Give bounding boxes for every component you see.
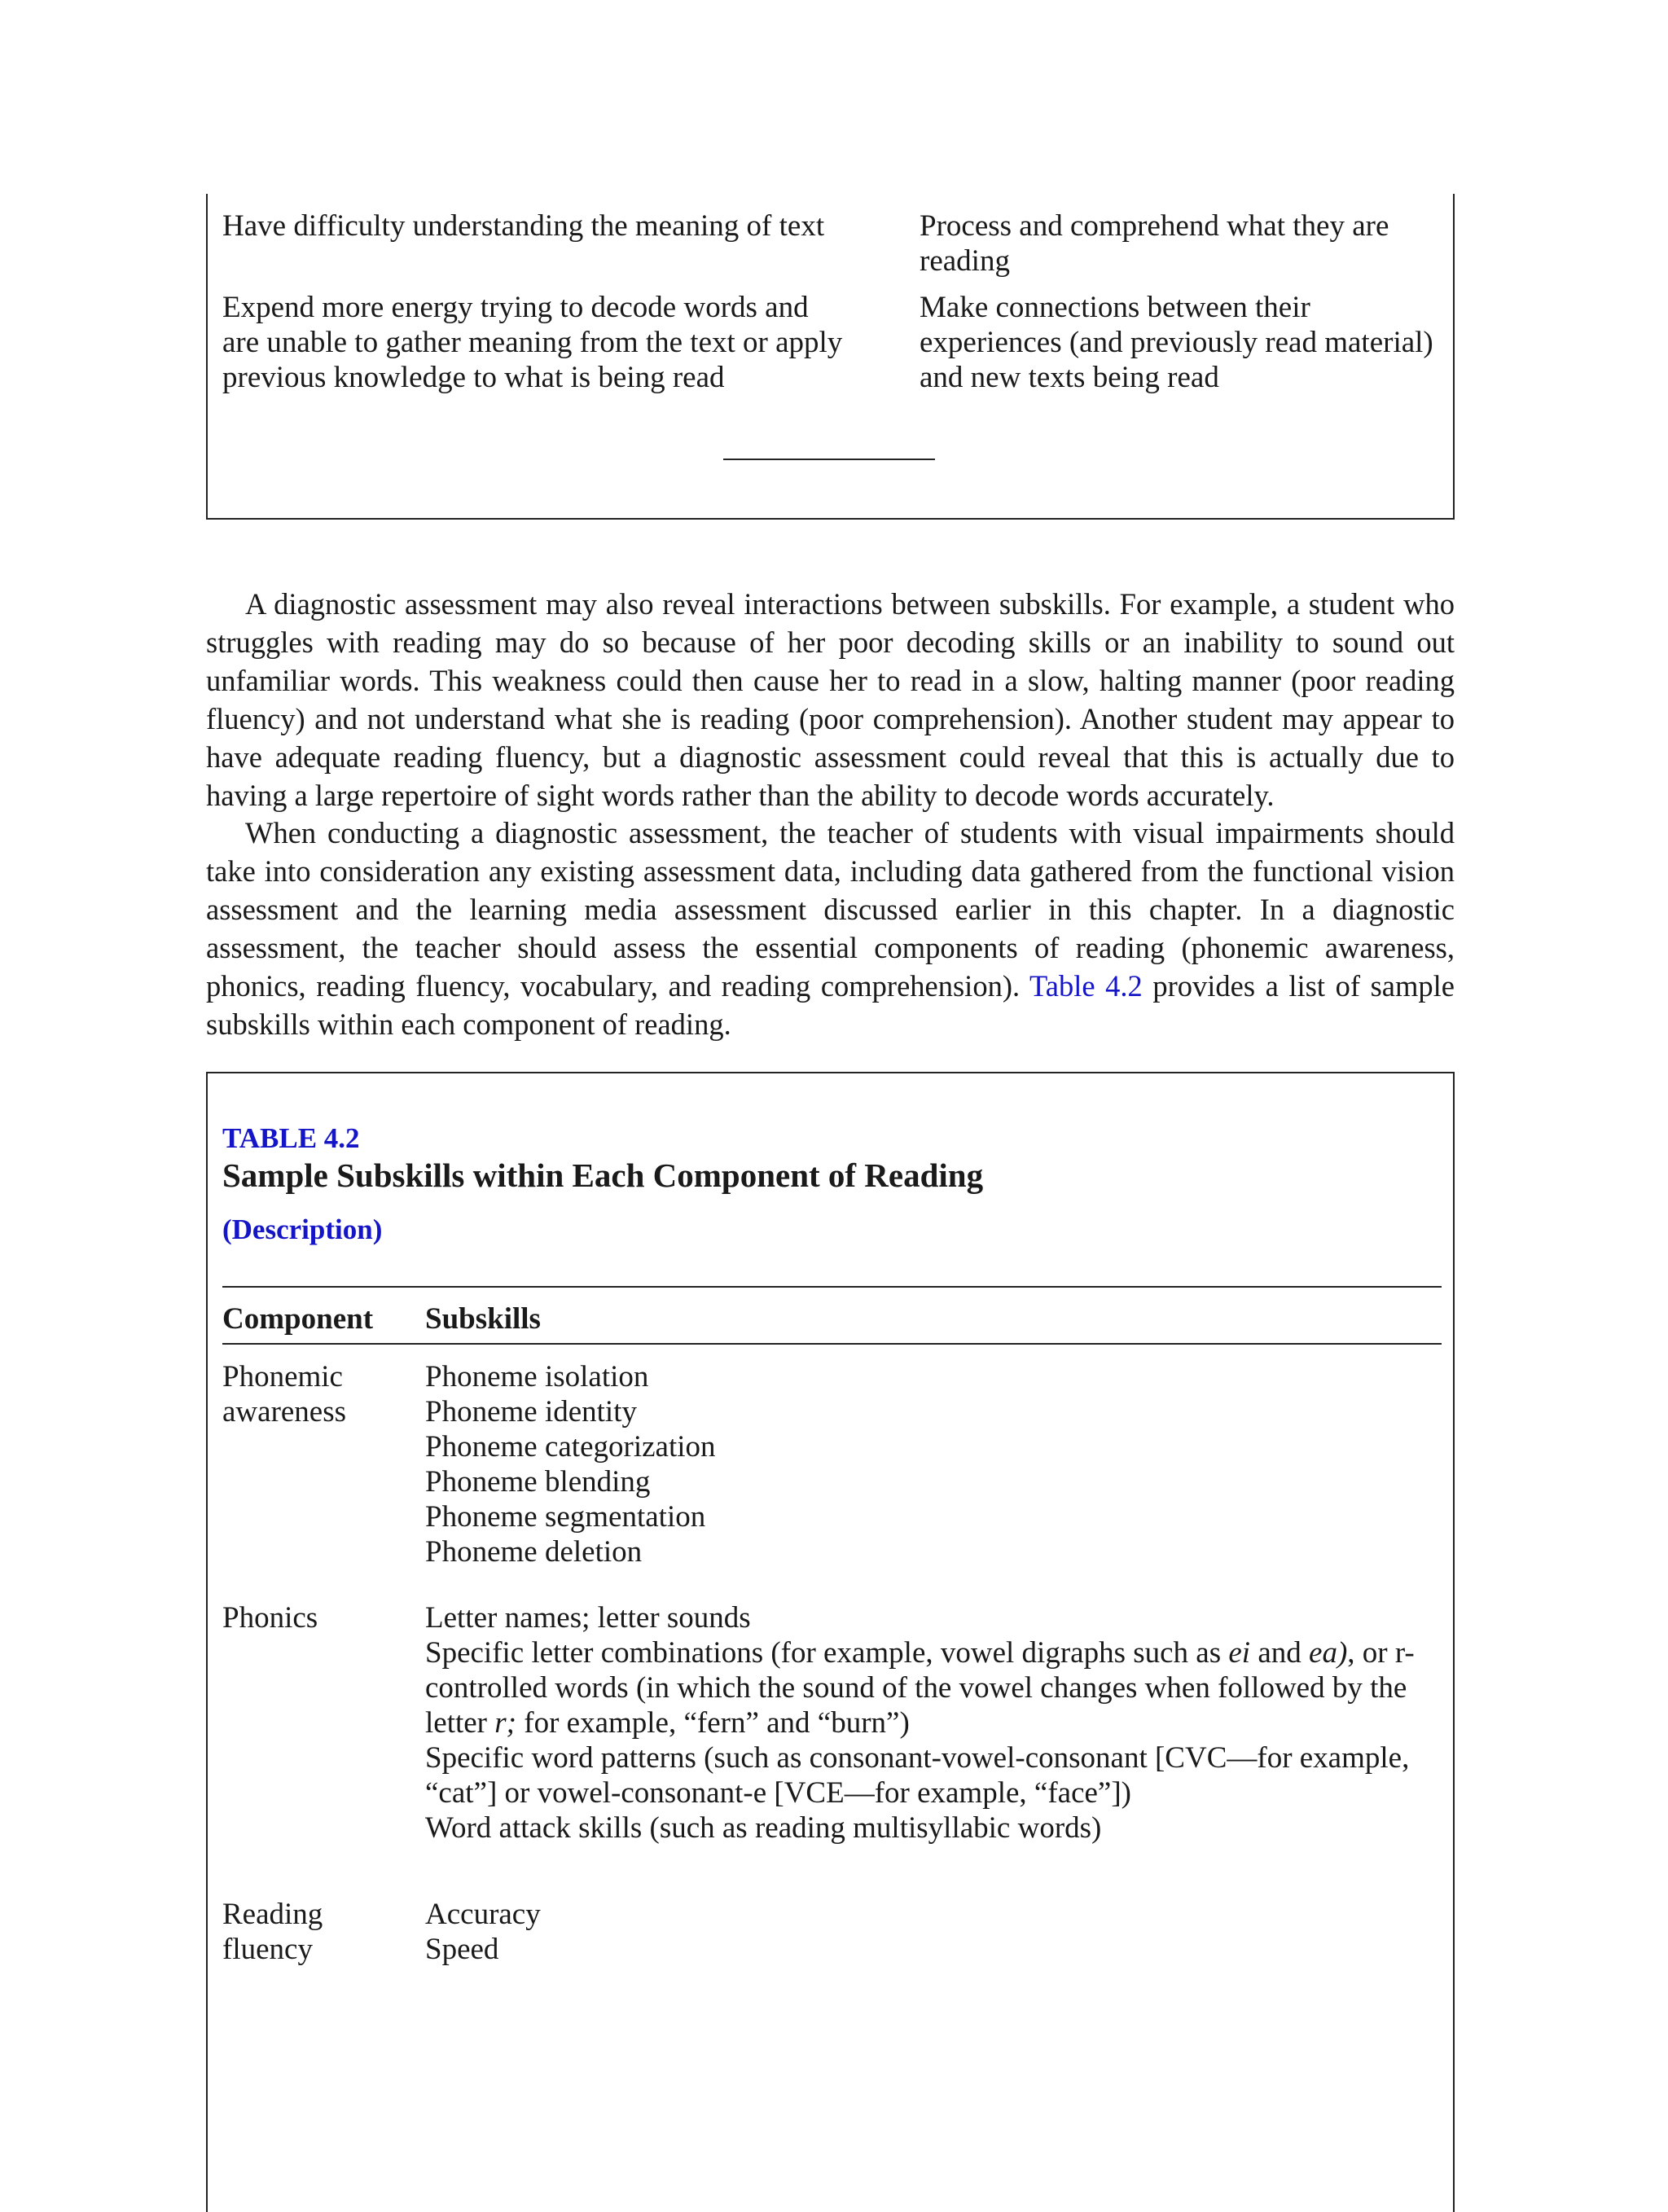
subskill-item: Word attack skills (such as reading multisyllabic words) <box>425 1811 1102 1845</box>
body-paragraph: A diagnostic assessment may also reveal interactions between subskills. For example, a student who struggles with reading may do so because of her poor decoding skills or an inability to sound out unfamiliar words. This weakness could then cause her to read in a slow, halting manner (poor reading fluency) and not understand what she is reading (poor comprehension). Another student may appear to have adequate reading fluency, but a diagnostic assessment could reveal that this is actually due to having a large repertoire of sight words rather than the ability to decode words accurately. <box>206 587 1455 812</box>
table-4-2-link[interactable]: Table 4.2 <box>1029 969 1143 1003</box>
component-cell <box>222 1359 418 1429</box>
description-link[interactable]: (Description) <box>222 1214 383 1245</box>
continued-table-box <box>206 194 1455 520</box>
component-cell <box>222 1897 418 1967</box>
subskill-item: Phoneme identity <box>425 1395 637 1429</box>
table-4-2-box <box>206 1072 1455 2212</box>
subskills-cell <box>425 1600 1427 1846</box>
table-title: Sample Subskills within Each Component of Reading <box>222 1156 984 1194</box>
component-cell <box>222 1600 418 1635</box>
column-header-component: Component <box>222 1302 374 1336</box>
subskill-item: Accuracy <box>425 1898 541 1931</box>
body-paragraph <box>206 814 1455 1043</box>
divider <box>222 1343 1442 1345</box>
subskill-item: Phoneme categorization <box>425 1430 716 1464</box>
paragraph-text: When conducting a diagnostic assessment, the teacher of students with visual impairments should take into consideration any existing assessment data, including data gathered from the functional vision assessment and the learning media assessment discussed earlier in this chapter. In a diagnostic assessment, the teacher should assess the essential components of reading (phonemic awareness, phonics, reading fluency, vocabulary, and reading comprehension). <box>206 816 1455 1003</box>
subskill-item: Phoneme isolation <box>425 1360 649 1393</box>
table-cell: Have difficulty understanding the meaning of text <box>222 209 825 243</box>
component-text: Phonics <box>222 1601 318 1635</box>
table-cell: Make connections between their experiences (and previously read material) and new texts being read <box>920 291 1433 394</box>
subskill-item: Specific letter combinations (for example, vowel digraphs such as ei and ea), or r-controlled words (in which the sound of the vowel changes when followed by the letter r; for example, “fern” and “burn”) <box>425 1636 1415 1740</box>
subskill-item: Speed <box>425 1933 499 1966</box>
subskill-item: Phoneme blending <box>425 1465 651 1499</box>
subskills-cell <box>425 1359 1427 1569</box>
divider <box>222 1286 1442 1288</box>
paragraph-text: provides a list of sample subskills within each component of reading. <box>206 969 1455 1041</box>
subskill-item: Phoneme deletion <box>425 1535 643 1569</box>
component-text: Reading <box>222 1898 323 1931</box>
column-header-subskills: Subskills <box>425 1302 541 1336</box>
table-label: TABLE 4.2 <box>222 1122 360 1154</box>
component-text: fluency <box>222 1933 313 1966</box>
subskill-item: Letter names; letter sounds <box>425 1601 751 1635</box>
divider <box>723 459 935 460</box>
component-text: awareness <box>222 1395 347 1429</box>
table-cell: Process and comprehend what they are reading <box>920 209 1389 278</box>
subskill-item: Phoneme segmentation <box>425 1500 706 1534</box>
table-cell: Expend more energy trying to decode words and are unable to gather meaning from the text or apply previous knowledge to what is being read <box>222 291 843 394</box>
component-text: Phonemic <box>222 1360 343 1393</box>
subskills-cell <box>425 1897 1427 1967</box>
subskill-item: Specific word patterns (such as consonant-vowel-consonant [CVC—for example, “cat”] or vowel-consonant-e [VCE—for example, “face”]) <box>425 1741 1410 1810</box>
